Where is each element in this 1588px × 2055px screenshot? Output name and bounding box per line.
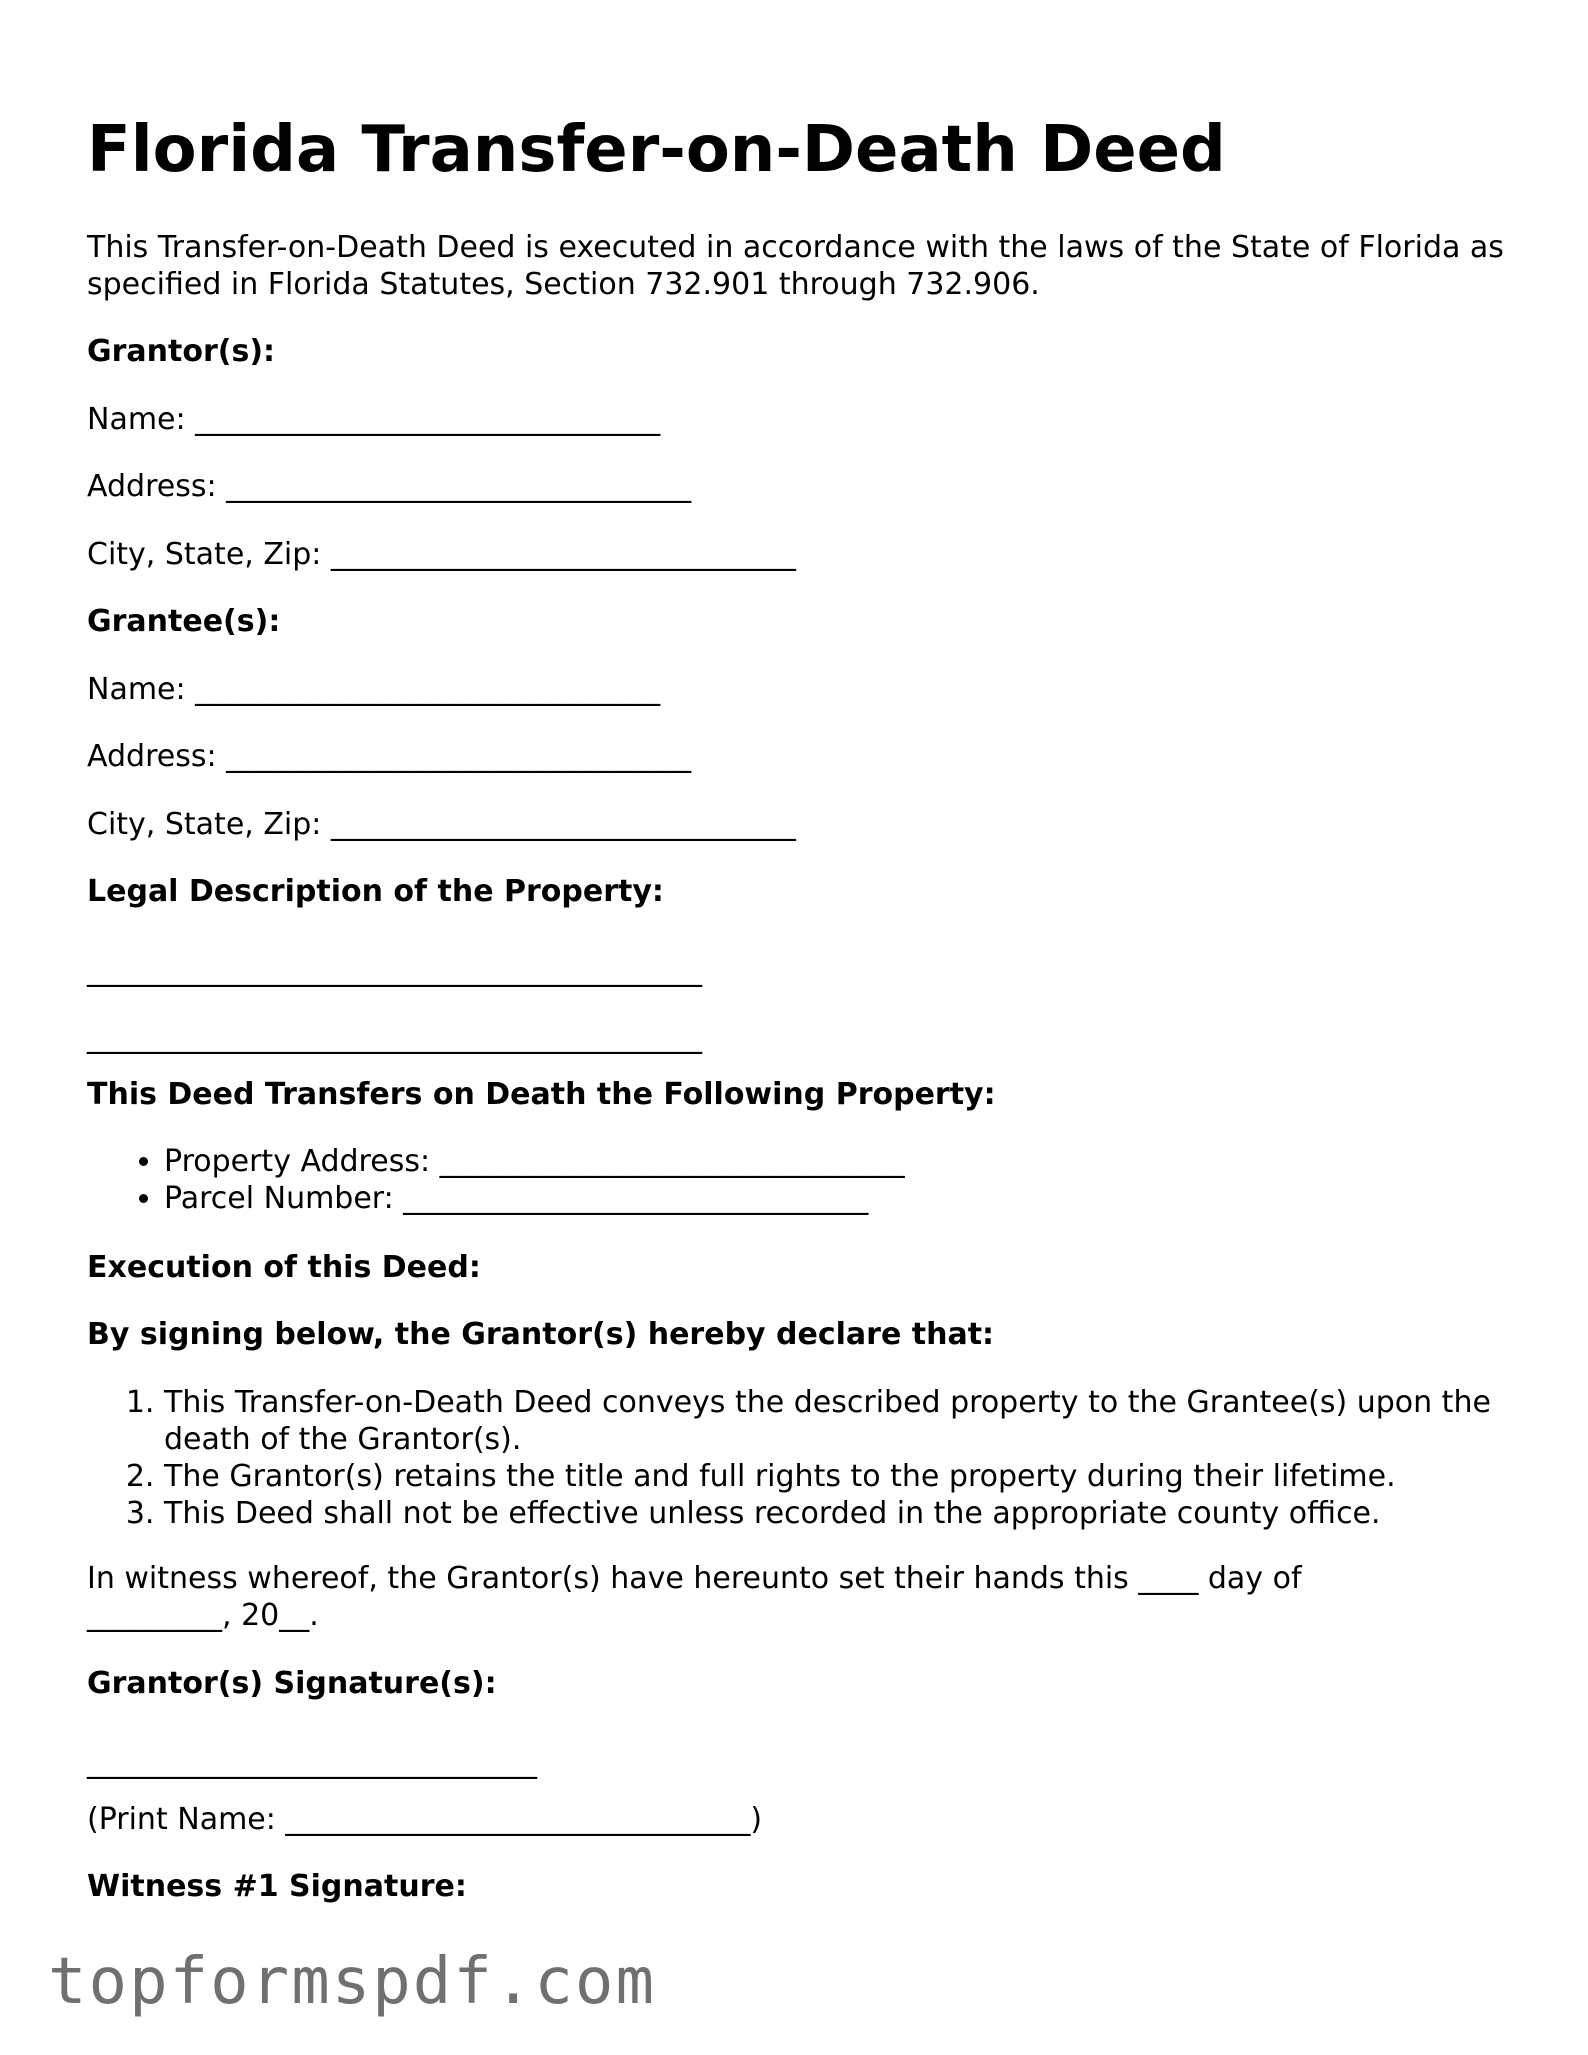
declaration-heading: By signing below, the Grantor(s) hereby declare that: [87, 1317, 995, 1352]
grantor-signature-line[interactable]: ______________________________ [87, 1745, 537, 1780]
property-address-field[interactable]: • Property Address: _______________________________ [164, 1143, 905, 1180]
grantee-heading: Grantee(s): [87, 604, 281, 639]
property-list [87, 1143, 905, 1217]
grantor-address-field[interactable]: Address: _______________________________ [87, 469, 692, 504]
property-heading: This Deed Transfers on Death the Following Property: [87, 1077, 996, 1112]
witness-1-signature-heading: Witness #1 Signature: [87, 1869, 467, 1904]
intro-paragraph: This Transfer-on-Death Deed is executed in accordance with the laws of the State of Florida as specified in Florida Statutes, Section 732.901 through 732.906. [87, 230, 1504, 302]
witness-clause-line-2[interactable]: _________, 20__. [87, 1598, 319, 1633]
grantor-city-state-zip-field[interactable]: City, State, Zip: _______________________________ [87, 537, 796, 572]
legal-description-line-1[interactable]: _________________________________________ [87, 953, 702, 988]
grantee-city-state-zip-field[interactable]: City, State, Zip: _______________________________ [87, 807, 796, 842]
parcel-number-field[interactable]: • Parcel Number: _______________________________ [164, 1180, 905, 1217]
grantor-heading: Grantor(s): [87, 334, 276, 369]
grantee-address-field[interactable]: Address: _______________________________ [87, 739, 692, 774]
grantor-print-name-field[interactable]: (Print Name: _______________________________) [87, 1802, 763, 1837]
watermark-text: topformspdf.com [48, 1945, 656, 2019]
declaration-item: 3. This Deed shall not be effective unless recorded in the appropriate county office. [164, 1495, 1574, 1532]
legal-description-heading: Legal Description of the Property: [87, 874, 664, 909]
declaration-list [87, 1384, 1574, 1532]
grantee-name-field[interactable]: Name: _______________________________ [87, 672, 661, 707]
document-title: Florida Transfer-on-Death Deed [87, 113, 1226, 187]
grantor-signature-heading: Grantor(s) Signature(s): [87, 1666, 497, 1701]
grantor-name-field[interactable]: Name: _______________________________ [87, 402, 661, 437]
execution-heading: Execution of this Deed: [87, 1250, 481, 1285]
legal-description-line-2[interactable]: _________________________________________ [87, 1020, 702, 1055]
witness-clause-line-1[interactable]: In witness whereof, the Grantor(s) have hereunto set their hands this ____ day of [87, 1561, 1302, 1596]
declaration-item: 2. The Grantor(s) retains the title and full rights to the property during their lifetime. [164, 1458, 1574, 1495]
declaration-item: 1. This Transfer-on-Death Deed conveys the described property to the Grantee(s) upon the death of the Grantor(s). [164, 1384, 1574, 1458]
